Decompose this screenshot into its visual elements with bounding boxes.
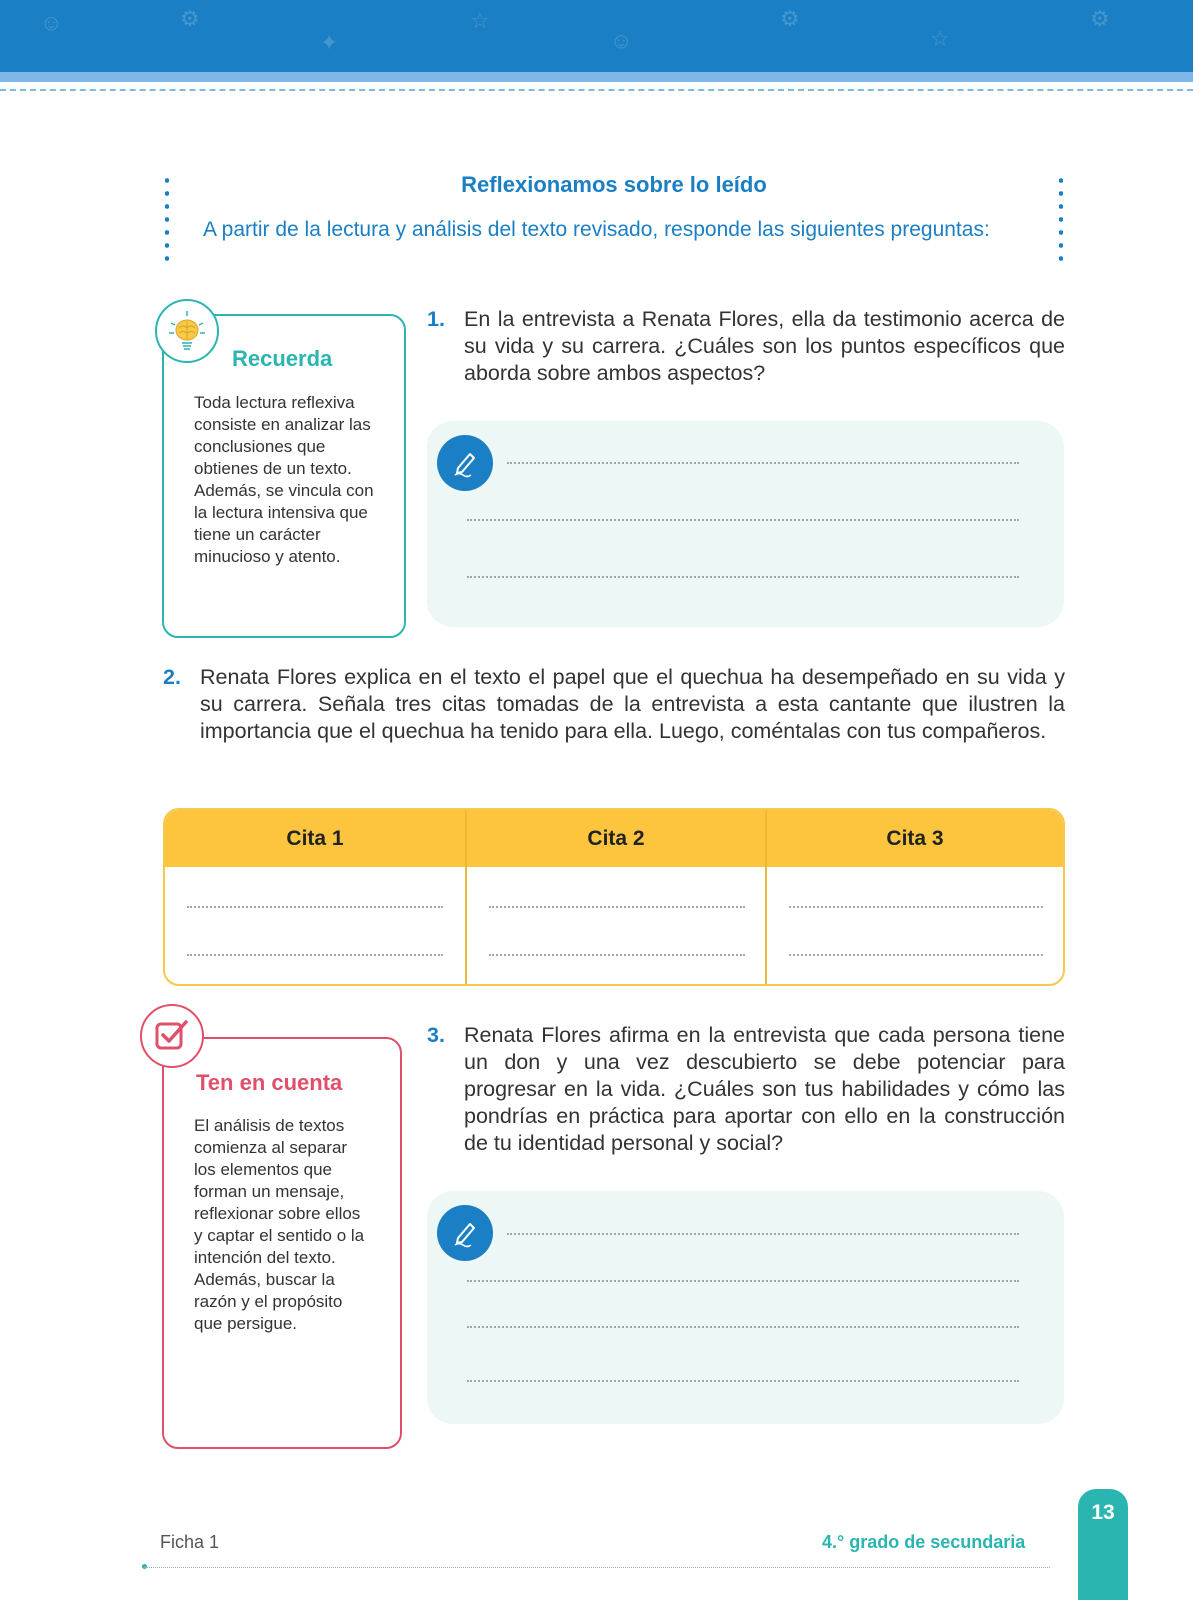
- pencil-write-icon: [437, 435, 493, 491]
- gear-icon: ⚙: [1090, 6, 1110, 31]
- recuerda-text: Toda lectura reflexiva consiste en analizar las conclusiones que obtienes de un texto. Además, se vincula con la lectura intensiva que tiene un carácter minucioso y atento.: [194, 393, 374, 566]
- gear-icon: ⚙: [180, 6, 200, 31]
- cita-header-1: Cita 1: [286, 827, 344, 850]
- pencil-write-icon: [437, 1205, 493, 1261]
- star-icon: ☆: [930, 26, 950, 51]
- gear-icon: ⚙: [780, 6, 800, 31]
- question-number: 2.: [163, 665, 181, 689]
- question-text: En la entrevista a Renata Flores, ella da testimonio acerca de su vida y su carrera. ¿Cuáles son los puntos específicos que aborda sobre ambos aspectos?: [464, 307, 1065, 385]
- section-title: Reflexionamos sobre lo leído: [461, 172, 767, 197]
- header-stripe: [0, 72, 1193, 82]
- answer-line[interactable]: [467, 1380, 1019, 1382]
- citas-table: [163, 808, 1065, 986]
- answer-line[interactable]: [489, 906, 745, 908]
- question-1: [427, 306, 1065, 387]
- page-number: 13: [1091, 1501, 1115, 1524]
- answer-line[interactable]: [789, 906, 1043, 908]
- question-number: 1.: [427, 307, 445, 331]
- header-dashed-line: [0, 89, 1193, 91]
- answer-line[interactable]: [789, 954, 1043, 956]
- answer-line[interactable]: [467, 519, 1019, 521]
- cita-column-1: [165, 810, 465, 984]
- intro-text: A partir de la lectura y análisis del texto revisado, responde las siguientes preguntas:: [203, 218, 990, 241]
- footer-line: [144, 1567, 1050, 1568]
- doodle-icon: ☺: [610, 28, 633, 53]
- question-3: [427, 1022, 1065, 1157]
- answer-line[interactable]: [467, 576, 1019, 578]
- page-number-tab: [1078, 1489, 1128, 1600]
- question-number: 3.: [427, 1023, 445, 1047]
- answer-line[interactable]: [489, 954, 745, 956]
- brain-lightbulb-icon: [155, 299, 219, 363]
- question-text: Renata Flores afirma en la entrevista que cada persona tiene un don y una vez descubierto se debe potenciar para progresar en la vida. ¿Cuáles son tus habilidades y cómo las pondrías en práctica para aportar con ello en la construcción de tu identidad personal y social?: [464, 1023, 1065, 1155]
- question-2: [163, 664, 1065, 745]
- answer-line[interactable]: [467, 1280, 1019, 1282]
- ten-en-cuenta-text: El análisis de textos comienza al separar los elementos que forman un mensaje, reflexionar sobre ellos y captar el sentido o la intención del texto. Además, buscar la razón y el propósito que persigue.: [194, 1116, 365, 1333]
- answer-line[interactable]: [507, 462, 1019, 464]
- answer-line[interactable]: [467, 1326, 1019, 1328]
- recuerda-box: [162, 314, 406, 638]
- answer-line[interactable]: [507, 1233, 1019, 1235]
- star-icon: ☆: [470, 8, 490, 33]
- answer-area-1[interactable]: [427, 421, 1064, 627]
- header-banner: [0, 0, 1193, 72]
- answer-area-3[interactable]: [427, 1191, 1064, 1424]
- footer-ficha: Ficha 1: [160, 1532, 220, 1552]
- intro-box: [165, 172, 1063, 270]
- cita-header-2: Cita 2: [587, 827, 645, 850]
- ten-en-cuenta-box: [162, 1037, 402, 1449]
- ten-en-cuenta-title: Ten en cuenta: [196, 1070, 343, 1095]
- lightbulb-icon: ✦: [320, 30, 339, 55]
- recuerda-title: Recuerda: [232, 346, 333, 371]
- cita-column-3: [765, 810, 1063, 984]
- answer-line[interactable]: [187, 954, 443, 956]
- cita-header-3: Cita 3: [886, 827, 944, 850]
- doodle-icon: ☺: [40, 10, 63, 35]
- checkbox-check-icon: [140, 1004, 204, 1068]
- footer-grade: 4.° grado de secundaria: [822, 1532, 1026, 1552]
- cita-column-2: [465, 810, 765, 984]
- question-text: Renata Flores explica en el texto el papel que el quechua ha desempeñado en su vida y su carrera. Señala tres citas tomadas de la entrevista a esta cantante que ilustren la importancia que el quechua ha tenido para ella. Luego, coméntalas con tus compañeros.: [200, 665, 1065, 743]
- answer-line[interactable]: [187, 906, 443, 908]
